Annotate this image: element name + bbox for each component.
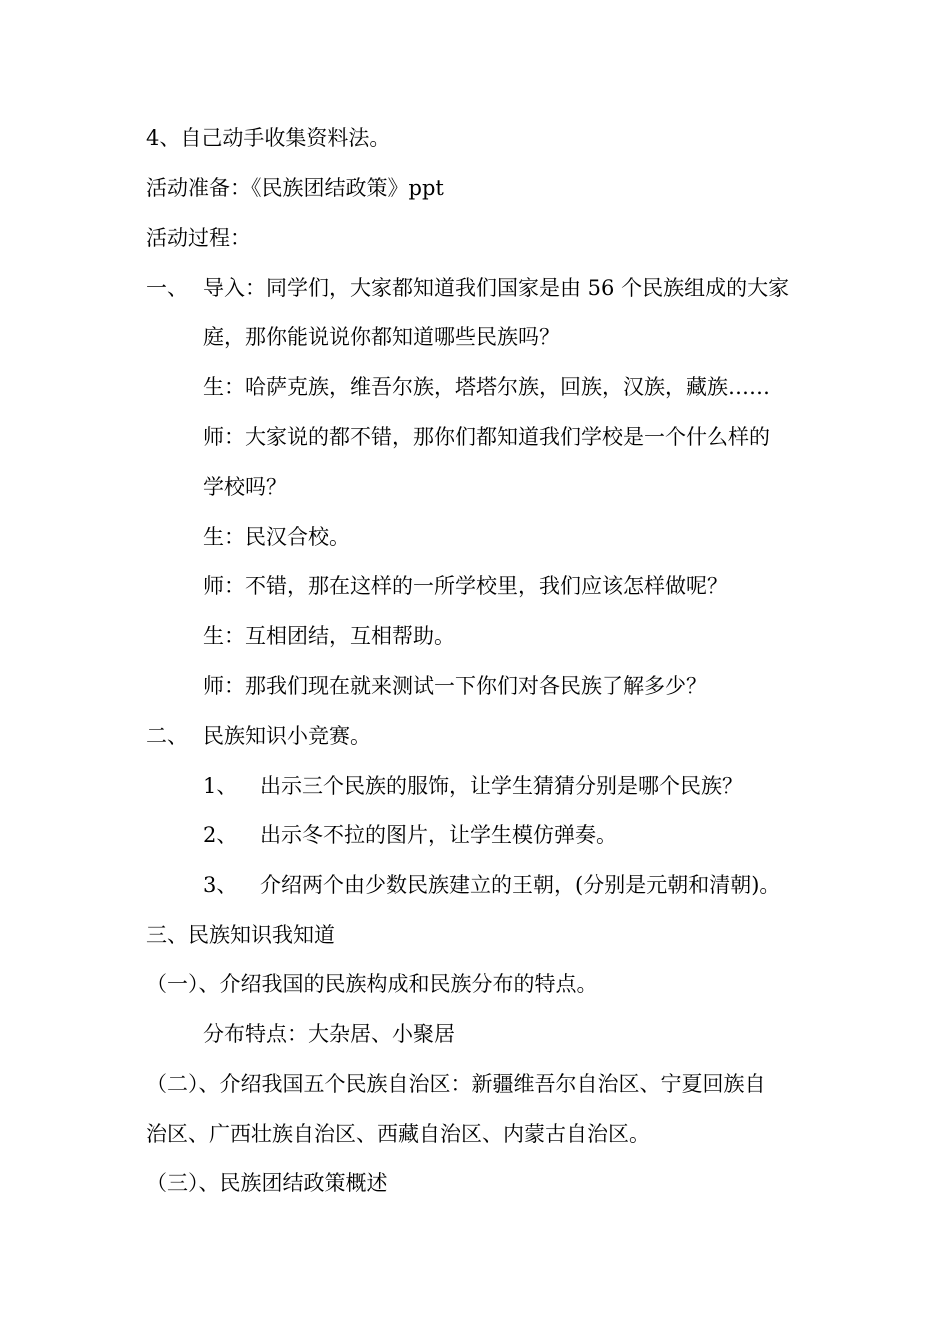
quiz-item-1-number: 1、 [203, 774, 238, 798]
quiz-item-1-text: 出示三个民族的服饰，让学生猜猜分别是哪个民族？ [260, 774, 743, 798]
student-reply-3: 生：互相团结，互相帮助。 [203, 624, 455, 648]
quiz-item-2-number: 2、 [203, 823, 238, 847]
teacher-remark-1-line-2: 学校吗？ [203, 475, 287, 499]
section-1-intro-line-2: 庭，那你能说说你都知道哪些民族吗？ [203, 325, 560, 349]
section-3-sub-2-line-2: 治区、广西壮族自治区、西藏自治区、内蒙古自治区。 [146, 1122, 650, 1146]
quiz-item-3-number: 3、 [203, 873, 238, 897]
section-2-title: 民族知识小竞赛。 [203, 724, 371, 748]
section-3-sub-1: （一）、介绍我国的民族构成和民族分布的特点。 [146, 972, 598, 996]
section-2-number: 二、 [146, 724, 188, 748]
teacher-remark-3: 师：那我们现在就来测试一下你们对各民族了解多少？ [203, 674, 707, 698]
section-3-sub-1-detail: 分布特点：大杂居、小聚居 [203, 1022, 455, 1046]
method-4-line: 4、自己动手收集资料法。 [146, 126, 391, 150]
quiz-item-3-text: 介绍两个由少数民族建立的王朝，(分别是元朝和清朝)。 [260, 873, 781, 897]
quiz-item-2-text: 出示冬不拉的图片，让学生模仿弹奏。 [260, 823, 617, 847]
section-3-sub-3: （三）、民族团结政策概述 [146, 1171, 388, 1195]
section-3-sub-2-line-1: （二）、介绍我国五个民族自治区：新疆维吾尔自治区、宁夏回族自 [146, 1072, 766, 1096]
teacher-remark-2: 师：不错，那在这样的一所学校里，我们应该怎样做呢？ [203, 574, 728, 598]
section-3-title: 三、民族知识我知道 [146, 923, 335, 947]
teacher-remark-1-line-1: 师：大家说的都不错，那你们都知道我们学校是一个什么样的 [203, 425, 770, 449]
section-1-number: 一、 [146, 276, 188, 300]
activity-process-heading: 活动过程： [146, 226, 251, 250]
student-reply-1: 生：哈萨克族，维吾尔族，塔塔尔族，回族，汉族，藏族…… [203, 375, 770, 399]
student-reply-2: 生：民汉合校。 [203, 525, 350, 549]
activity-preparation-line: 活动准备：《民族团结政策》ppt [146, 176, 444, 200]
section-1-intro-line-1: 导入：同学们，大家都知道我们国家是由 56 个民族组成的大家 [203, 276, 790, 300]
